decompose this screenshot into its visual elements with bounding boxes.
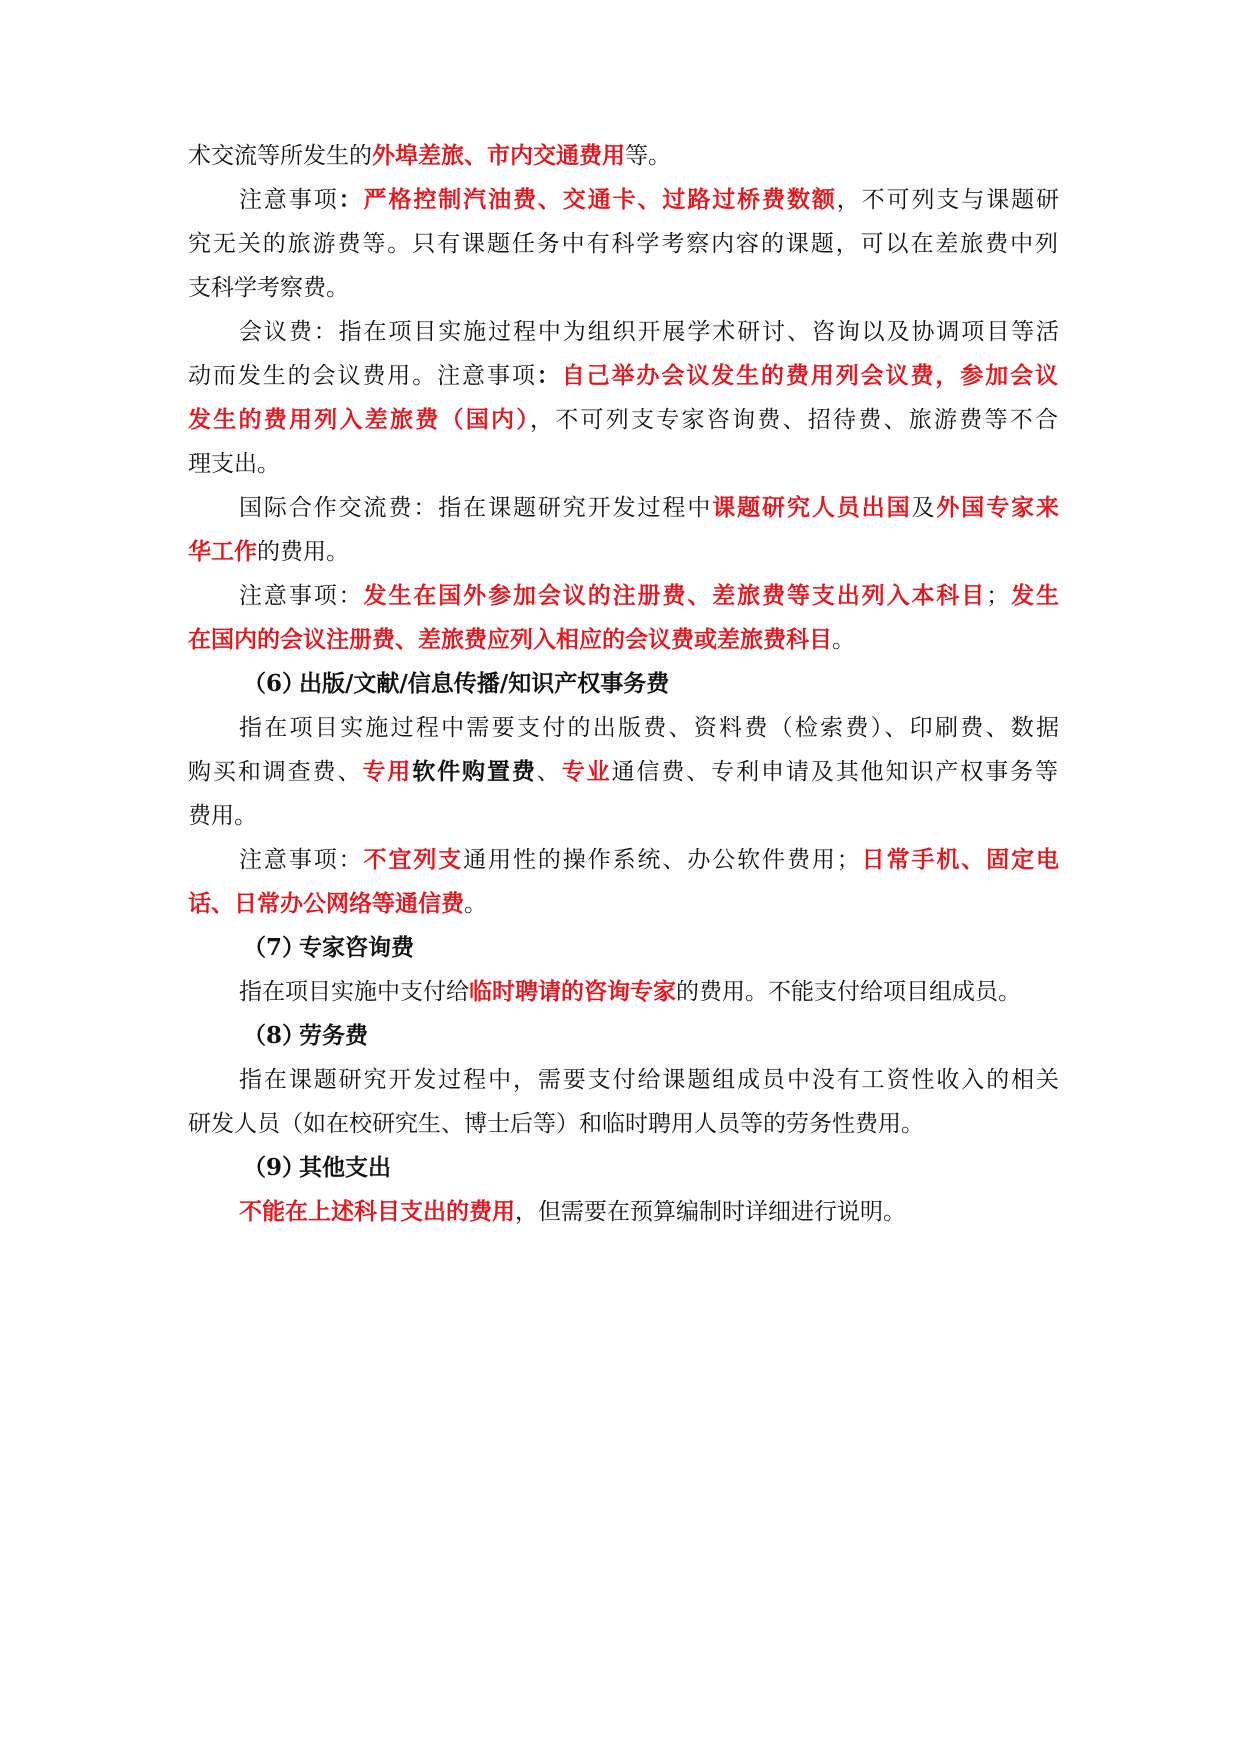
section-title: 劳务费 xyxy=(299,1022,368,1049)
paragraph-line: 会议费：指在项目实施过程中为组织开展学术研讨、咨询以及协调项目等活 xyxy=(239,319,1059,345)
paragraph-line: 究无关的旅游费等。只有课题任务中有科学考察内容的课题，可以在差旅费中列 xyxy=(188,231,1058,257)
paragraph-line: 研发人员（如在校研究生、博士后等）和临时聘用人员等的劳务性费用。 xyxy=(188,1111,924,1137)
paragraph-line: 注意事项：不宜列支通用性的操作系统、办公软件费用；日常手机、固定电 xyxy=(239,846,1059,873)
paragraph-line: 不能在上述科目支出的费用，但需要在预算编制时详细进行说明。 xyxy=(239,1198,906,1225)
section-heading xyxy=(243,1016,1241,1056)
paragraph-line: 在国内的会议注册费、差旅费应列入相应的会议费或差旅费科目。 xyxy=(188,626,855,653)
paragraph-line: 指在项目实施过程中需要支付的出版费、资料费（检索费）、印刷费、数据 xyxy=(239,715,1059,741)
section-title: 其他支出 xyxy=(299,1154,391,1181)
paragraph-line: 国际合作交流费：指在课题研究开发过程中课题研究人员出国及外国专家来 xyxy=(239,494,1059,521)
section-heading xyxy=(243,664,1241,704)
section-title: 出版/文献/信息传播/知识产权事务费 xyxy=(299,670,670,697)
section-heading xyxy=(243,1148,1241,1188)
section-number: （7） xyxy=(243,934,306,961)
paragraph-line: 理支出。 xyxy=(188,451,280,477)
paragraph-line: 支科学考察费。 xyxy=(188,275,349,301)
paragraph-line: 购买和调查费、专用软件购置费、专业通信费、专利申请及其他知识产权事务等 xyxy=(188,758,1059,785)
section-heading xyxy=(243,928,1241,968)
paragraph-line: 指在课题研究开发过程中，需要支付给课题组成员中没有工资性收入的相关 xyxy=(239,1067,1059,1093)
section-title: 专家咨询费 xyxy=(299,934,414,961)
section-number: （8） xyxy=(243,1022,306,1049)
paragraph-line: 动而发生的会议费用。注意事项：自己举办会议发生的费用列会议费，参加会议 xyxy=(188,362,1059,389)
paragraph-line: 话、日常办公网络等通信费。 xyxy=(188,890,487,917)
paragraph-line: 华工作的费用。 xyxy=(188,538,349,565)
paragraph-line: 术交流等所发生的外埠差旅、市内交通费用等。 xyxy=(188,142,671,169)
paragraph-line: 费用。 xyxy=(188,803,257,829)
paragraph-line: 注意事项：严格控制汽油费、交通卡、过路过桥费数额，不可列支与课题研 xyxy=(239,186,1059,213)
section-number: （6） xyxy=(243,670,306,697)
section-number: （9） xyxy=(243,1154,306,1181)
paragraph-line: 发生的费用列入差旅费（国内），不可列支专家咨询费、招待费、旅游费等不合 xyxy=(188,406,1058,433)
paragraph-line: 指在项目实施中支付给临时聘请的咨询专家的费用。不能支付给项目组成员。 xyxy=(239,978,1021,1005)
paragraph-line: 注意事项：发生在国外参加会议的注册费、差旅费等支出列入本科目；发生 xyxy=(239,582,1059,609)
